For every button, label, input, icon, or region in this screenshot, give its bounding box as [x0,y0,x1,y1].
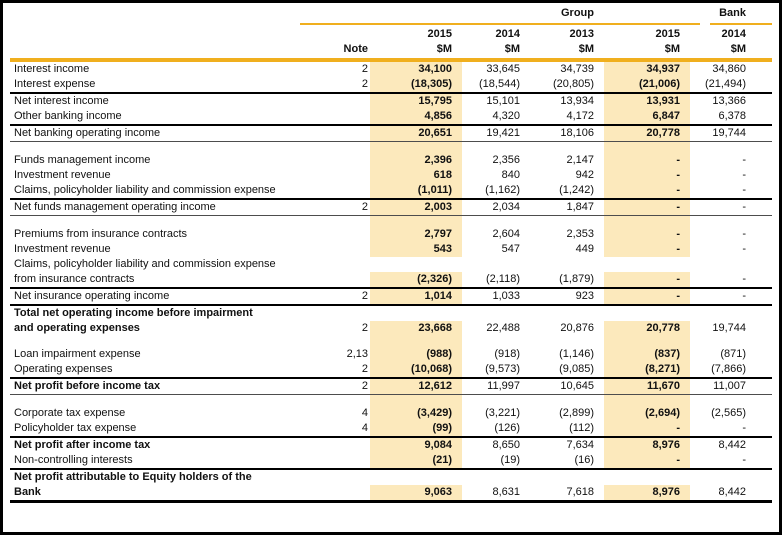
table-row [10,242,772,257]
cell-bank-2014: (871) [720,348,746,360]
table-row [10,421,772,438]
row-label: Claims, policyholder liability and commission expense [14,184,276,196]
row-note: 2 [361,201,368,213]
cell-bank-2014: - [742,243,746,255]
table-header-years [10,27,772,42]
cell-bank-2015: (2,694) [604,406,690,421]
row-label: Operating expenses [14,363,113,375]
row-label [10,216,336,227]
cell-group-2013: (16) [574,454,594,466]
cell-bank-2014: 19,744 [712,127,746,139]
cell-group-2014: (18,544) [479,78,520,90]
cell-group-2013: 7,618 [566,486,594,498]
cell-bank-2015: (21,006) [604,77,690,92]
cell-group-2015: 34,100 [370,62,462,77]
cell-bank-2015: - [604,242,690,257]
table-body [10,62,772,503]
cell-group-2013 [530,336,604,347]
table-header-groups [10,5,772,21]
row-label: Corporate tax expense [14,407,126,419]
row-label: Net insurance operating income [14,290,170,302]
cell-group-2013: (1,242) [559,184,594,196]
row-note: 2 [361,363,368,375]
cell-group-2013: 449 [575,243,594,255]
cell-group-2014: 547 [501,243,520,255]
cell-group-2013: 2,353 [566,228,594,240]
cell-group-2013: 13,934 [560,95,594,107]
row-label: Interest expense [14,78,96,90]
cell-bank-2015 [604,336,690,347]
row-note: 2 [361,380,368,392]
row-right-margin [756,395,772,406]
cell-group-2015 [370,395,462,406]
cell-bank-2014: - [742,201,746,213]
financial-statement [3,3,779,503]
cell-group-2015 [370,142,462,153]
row-label: Net banking operating income [14,127,161,139]
cell-group-2013: (1,879) [559,273,594,285]
row-label: Loan impairment expense [14,348,141,360]
table-row [10,257,772,289]
table-row [10,77,772,94]
table-row [10,470,772,503]
row-label: Investment revenue [14,243,111,255]
table-spacer-row [10,395,772,406]
cell-bank-2014: 11,007 [713,380,746,392]
cell-group-2014: 8,650 [492,439,520,451]
row-right-margin [756,216,772,227]
table-row [10,109,772,126]
table-spacer-row [10,142,772,153]
row-note: 2 [361,78,368,90]
cell-bank-2014 [690,216,756,227]
cell-bank-2015: - [604,168,690,183]
unit-header: $M [664,43,680,55]
row-label: Net profit before income tax [14,380,161,392]
table-row [10,200,772,216]
cell-group-2014: 2,604 [492,228,520,240]
cell-group-2013: (2,899) [559,407,594,419]
cell-group-2013: (9,085) [559,363,594,375]
cell-group-2014: 840 [501,169,520,181]
cell-group-2014: (3,221) [485,407,520,419]
table-row [10,406,772,421]
year-header-group-2014: 2014 [495,28,520,40]
cell-bank-2014: - [742,454,746,466]
cell-group-2014: (1,162) [485,184,520,196]
cell-bank-2014 [690,336,756,347]
cell-bank-2015: - [604,421,690,436]
cell-group-2013: 34,739 [560,63,594,75]
unit-header: $M [730,43,746,55]
row-note: 4 [361,407,368,419]
cell-group-2013: 7,634 [566,439,594,451]
table-row [10,289,772,306]
cell-group-2015: 618 [370,168,462,183]
row-label: Interest income [14,63,90,75]
cell-group-2015: 20,651 [370,126,462,141]
cell-group-2015: 2,003 [370,200,462,215]
cell-group-2015: (10,068) [370,362,462,377]
cell-group-2014: 1,033 [492,290,520,302]
row-right-margin [756,142,772,153]
cell-bank-2014: - [742,273,746,285]
cell-bank-2014: 8,442 [718,486,746,498]
cell-group-2014: 19,421 [486,127,520,139]
cell-group-2014: 11,997 [487,380,520,392]
table-row [10,94,772,109]
row-label: Net funds management operating income [14,201,216,213]
cell-group-2014 [462,216,530,227]
cell-bank-2015 [604,142,690,153]
cell-group-2015: 1,014 [370,289,462,304]
cell-bank-2014: (2,565) [711,407,746,419]
gold-rule-thin [10,23,772,25]
cell-group-2014 [462,142,530,153]
cell-group-2014 [462,336,530,347]
cell-group-2014: 2,356 [492,154,520,166]
cell-bank-2015: (837) [604,347,690,362]
cell-bank-2014: - [742,422,746,434]
row-label [10,142,336,153]
row-right-margin [756,336,772,347]
table-row [10,453,772,470]
cell-bank-2014: 8,442 [718,439,746,451]
cell-group-2015: 9,084 [370,438,462,453]
cell-group-2014: 33,645 [486,63,520,75]
row-label: Premiums from insurance contracts [14,228,187,240]
cell-bank-2014: 6,378 [718,110,746,122]
cell-bank-2015: 8,976 [604,438,690,453]
year-header-bank-2015: 2015 [655,28,680,40]
cell-bank-2014: - [742,169,746,181]
cell-group-2013 [530,395,604,406]
cell-group-2013: (112) [569,422,594,434]
table-row [10,306,772,336]
cell-bank-2015: 20,778 [604,126,690,141]
note-column-header: Note [343,43,368,55]
unit-header: $M [436,43,452,55]
table-row [10,62,772,77]
cell-bank-2014: 13,366 [712,95,746,107]
cell-group-2014: 15,101 [486,95,520,107]
cell-bank-2014: 19,744 [712,322,746,334]
cell-bank-2015: 11,670 [604,379,690,394]
row-label: Policyholder tax expense [14,422,137,434]
cell-group-2014: 22,488 [486,322,520,334]
row-label [10,395,336,406]
row-note: 2 [361,290,368,302]
cell-group-2015: (3,429) [370,406,462,421]
cell-group-2013 [530,216,604,227]
cell-group-2015: (18,305) [370,77,462,92]
cell-group-2013: 2,147 [566,154,594,166]
cell-group-2013 [530,142,604,153]
row-label: Net profit attributable to Equity holders of the Bank [14,471,252,498]
cell-bank-2015: - [604,289,690,304]
cell-group-2014: 4,320 [492,110,520,122]
cell-group-2014 [462,395,530,406]
cell-bank-2014: 34,860 [712,63,746,75]
cell-group-2015: 12,612 [370,379,462,394]
cell-bank-2015 [604,216,690,227]
cell-group-2015: 543 [370,242,462,257]
cell-bank-2015: - [604,272,690,287]
cell-bank-2014: - [742,290,746,302]
cell-bank-2014 [690,395,756,406]
cell-bank-2015: - [604,153,690,168]
row-label: Investment revenue [14,169,111,181]
table-row [10,227,772,242]
cell-group-2015 [370,336,462,347]
cell-bank-2014: (21,494) [705,78,746,90]
year-header-bank-2014: 2014 [721,28,746,40]
cell-bank-2015: (8,271) [604,362,690,377]
table-row [10,126,772,142]
row-note [336,216,370,227]
row-note [336,395,370,406]
cell-bank-2015: 6,847 [604,109,690,124]
table-row [10,379,772,395]
year-header-group-2015: 2015 [427,28,452,40]
cell-bank-2014: - [742,228,746,240]
cell-group-2015: 9,063 [370,485,462,500]
row-label: Other banking income [14,110,122,122]
cell-group-2013: 1,847 [566,201,594,213]
cell-group-2015: (988) [370,347,462,362]
cell-bank-2015: 13,931 [604,94,690,109]
unit-header: $M [504,43,520,55]
cell-bank-2015: - [604,200,690,215]
cell-bank-2015 [604,395,690,406]
cell-bank-2014: - [742,154,746,166]
cell-group-2015: (99) [370,421,462,436]
row-label: Non-controlling interests [14,454,133,466]
cell-group-2014: 8,631 [492,486,520,498]
row-note: 4 [361,422,368,434]
cell-group-2015: (2,326) [370,272,462,287]
row-label: Funds management income [14,154,151,166]
cell-group-2014: (2,118) [485,273,520,285]
cell-group-2014: (126) [494,422,520,434]
cell-group-2015: (21) [370,453,462,468]
table-row [10,347,772,362]
table-row [10,362,772,379]
cell-group-2015 [370,216,462,227]
cell-bank-2015: 8,976 [604,485,690,500]
table-row [10,153,772,168]
row-note [336,336,370,347]
cell-group-2013: 10,645 [560,380,594,392]
cell-group-2013: 942 [575,169,594,181]
cell-bank-2015: 34,937 [604,62,690,77]
table-row [10,168,772,183]
row-label: Total net operating income before impairment and operating expenses [14,307,253,334]
cell-group-2014: (19) [500,454,520,466]
cell-group-2015: 4,856 [370,109,462,124]
cell-bank-2014 [690,142,756,153]
cell-group-2013: 20,876 [560,322,594,334]
row-label: Claims, policyholder liability and commission expense from insurance contracts [14,258,276,285]
unit-header: $M [578,43,594,55]
cell-bank-2014: - [742,184,746,196]
cell-group-2015: 2,797 [370,227,462,242]
table-header-units [10,42,772,57]
row-note [336,142,370,153]
cell-group-2013: 18,106 [560,127,594,139]
row-note: 2 [361,322,368,334]
cell-group-2013: 4,172 [566,110,594,122]
cell-bank-2015: 20,778 [604,321,690,336]
cell-group-2015: 2,396 [370,153,462,168]
cell-group-2014: (918) [494,348,520,360]
cell-group-2013: (20,805) [553,78,594,90]
cell-bank-2015: - [604,183,690,198]
row-label [10,336,336,347]
cell-group-2015: 15,795 [370,94,462,109]
cell-bank-2014: (7,866) [711,363,746,375]
row-note: 2 [361,63,368,75]
table-row [10,438,772,453]
year-header-group-2013: 2013 [569,28,594,40]
table-spacer-row [10,216,772,227]
cell-group-2015: (1,011) [370,183,462,198]
bank-column-header: Bank [719,7,746,19]
cell-group-2013: (1,146) [559,348,594,360]
cell-group-2013: 923 [575,290,594,302]
row-label: Net profit after income tax [14,439,151,451]
cell-group-2014: (9,573) [485,363,520,375]
cell-bank-2015: - [604,227,690,242]
table-spacer-row [10,336,772,347]
row-label: Net interest income [14,95,109,107]
row-note: 2,13 [346,348,368,360]
cell-bank-2015: - [604,453,690,468]
cell-group-2015: 23,668 [370,321,462,336]
group-column-header: Group [561,7,594,19]
cell-group-2014: 2,034 [492,201,520,213]
table-row [10,183,772,200]
